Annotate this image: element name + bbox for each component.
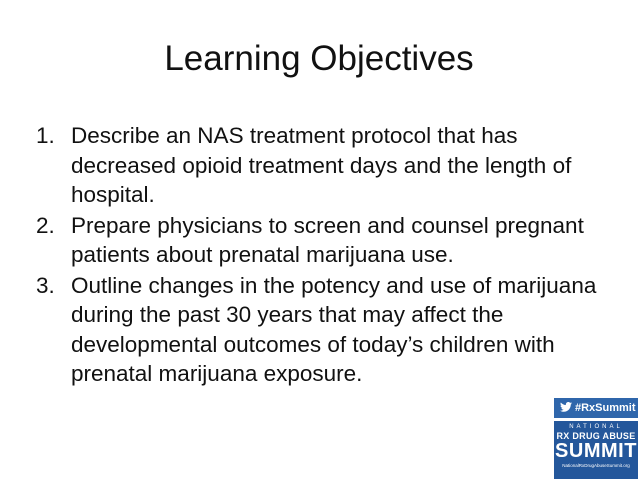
objectives-list xyxy=(36,121,602,390)
objective-text: Describe an NAS treatment protocol that has decreased opioid treatment days and the length of hospital. xyxy=(71,123,572,207)
rx-summit-logo xyxy=(554,398,638,479)
objective-text: Outline changes in the potency and use of marijuana during the past 30 years that may affect the developmental outcomes of today’s children with prenatal marijuana exposure. xyxy=(71,272,597,386)
summit-badge xyxy=(554,421,638,479)
hashtag-text: #RxSummit xyxy=(575,402,636,414)
objective-item xyxy=(36,121,602,210)
objective-item xyxy=(36,271,602,389)
objective-number: 2. xyxy=(36,212,55,238)
objective-number: 1. xyxy=(36,123,55,148)
twitter-bird-icon xyxy=(560,402,572,412)
logo-line-summit: SUMMIT xyxy=(555,440,637,462)
slide-title: Learning Objectives xyxy=(164,39,474,78)
objective-number: 3. xyxy=(36,272,55,298)
objective-item xyxy=(36,211,602,270)
objective-text: Prepare physicians to screen and counsel pregnant patients about prenatal marijuana use. xyxy=(71,212,584,267)
hashtag-banner xyxy=(554,398,638,418)
logo-line-national: NATIONAL xyxy=(569,424,623,430)
logo-line-rx-drug-abuse: RX DRUG ABUSE xyxy=(556,431,636,441)
logo-line-url: NationalRxDrugAbuseSummit.org xyxy=(562,463,630,468)
